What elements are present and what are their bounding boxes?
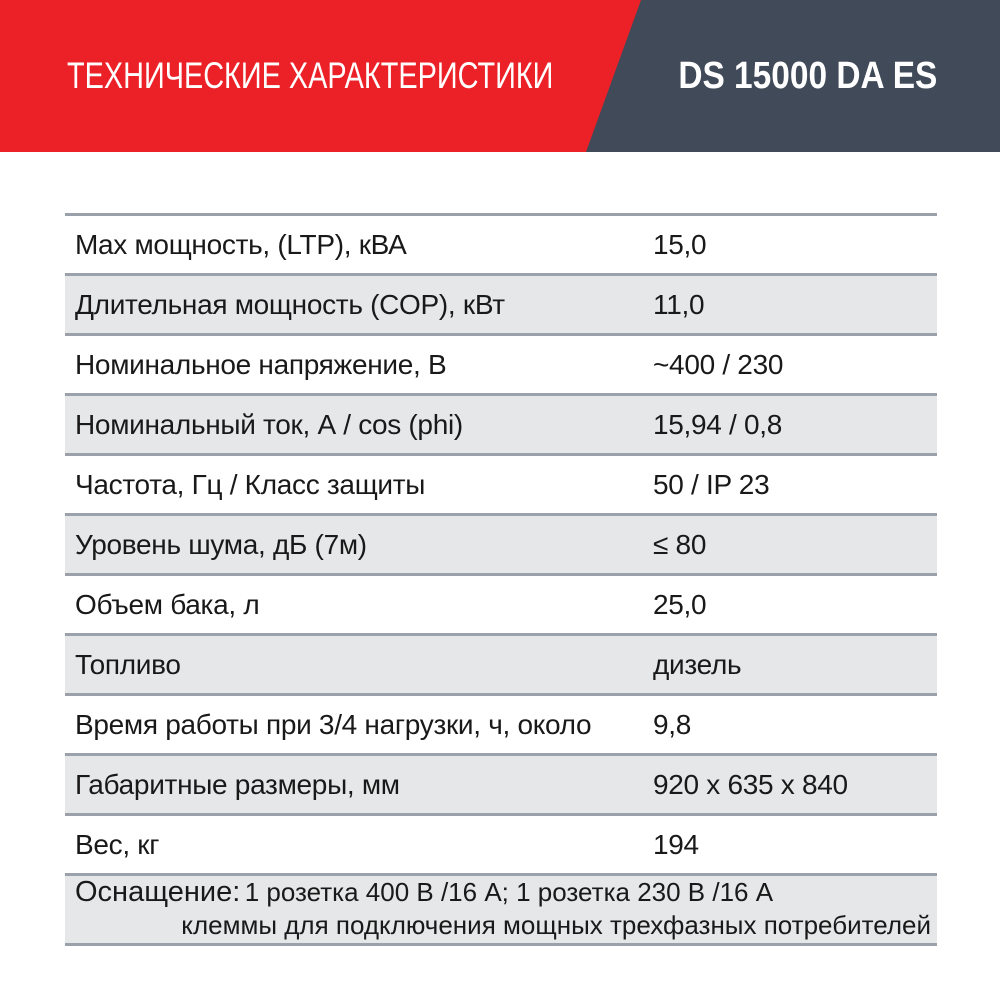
- spec-label: Длительная мощность (COP), кВт: [75, 288, 505, 320]
- spec-label: Габаритные размеры, мм: [75, 768, 400, 800]
- spec-value: 11,0: [653, 288, 705, 320]
- table-row: [65, 573, 937, 633]
- table-row: [65, 453, 937, 513]
- table-row: [65, 513, 937, 573]
- equipment-row: [65, 873, 937, 946]
- spec-label: Вес, кг: [75, 828, 160, 860]
- table-row: [65, 273, 937, 333]
- header-banner: [0, 0, 1000, 152]
- spec-value: 50 / IP 23: [653, 468, 770, 500]
- spec-table: [65, 213, 937, 946]
- spec-label: Уровень шума, дБ (7м): [75, 528, 367, 560]
- spec-value: 15,94 / 0,8: [653, 408, 783, 440]
- spec-label: Частота, Гц / Класс защиты: [75, 468, 426, 500]
- equipment-line1: [75, 878, 931, 911]
- table-row: [65, 693, 937, 753]
- spec-value: 25,0: [653, 588, 707, 620]
- spec-label: Объем бака, л: [75, 588, 260, 620]
- model-name: DS 15000 DA ES: [678, 54, 937, 97]
- table-row: [65, 213, 937, 273]
- table-row: [65, 333, 937, 393]
- spec-label: Номинальный ток, А / cos (phi): [75, 408, 463, 440]
- table-row: [65, 813, 937, 873]
- spec-value: ~400 / 230: [653, 348, 784, 380]
- table-row: [65, 753, 937, 813]
- page-title: ТЕХНИЧЕСКИЕ ХАРАКТЕРИСТИКИ: [67, 55, 554, 96]
- table-row: [65, 633, 937, 693]
- equipment-label: Оснащение:: [75, 876, 241, 908]
- table-row: [65, 393, 937, 453]
- spec-value: 920 x 635 x 840: [653, 768, 848, 800]
- spec-value: дизель: [653, 648, 742, 680]
- spec-value: 194: [653, 828, 699, 860]
- equipment-line2: клеммы для подключения мощных трехфазных потребителей: [181, 910, 931, 940]
- spec-value: 9,8: [653, 708, 692, 740]
- spec-label: Номинальное напряжение, В: [75, 348, 447, 380]
- spec-value: ≤ 80: [653, 528, 707, 560]
- spec-label: Топливо: [75, 648, 181, 680]
- spec-label: Max мощность, (LTP), кВА: [75, 228, 407, 260]
- spec-value: 15,0: [653, 228, 707, 260]
- equipment-sockets: 1 розетка 400 В /16 А; 1 розетка 230 В /16 А: [244, 877, 774, 907]
- spec-label: Время работы при 3/4 нагрузки, ч, около: [75, 708, 592, 740]
